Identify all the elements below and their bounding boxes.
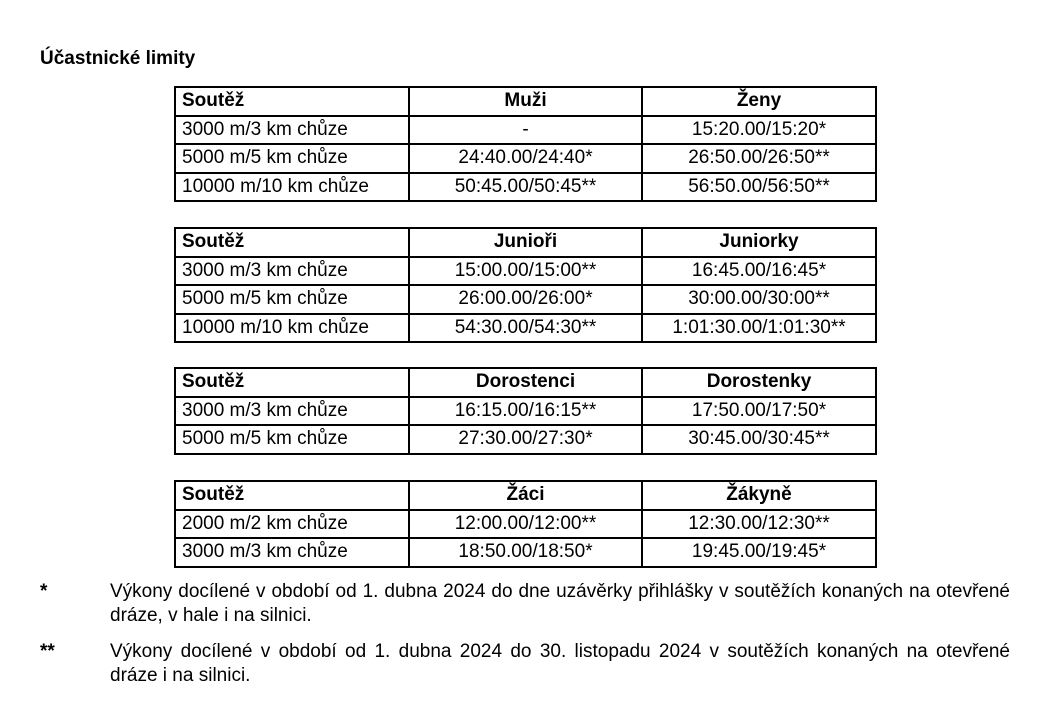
table-row [175,116,876,145]
discipline-cell: 2000 m/2 km chůze [175,510,409,539]
limit-cell: - [409,116,642,145]
limit-cell: 56:50.00/56:50** [642,173,876,202]
table-row [175,285,876,314]
table-header-row [175,368,876,397]
limit-cell: 30:00.00/30:00** [642,285,876,314]
footnote-mark: ** [40,641,55,662]
discipline-cell: 3000 m/3 km chůze [175,397,409,426]
limit-cell: 19:45.00/19:45* [642,538,876,567]
header-cell: Junioři [409,228,642,257]
limit-cell: 26:00.00/26:00* [409,285,642,314]
discipline-cell: 10000 m/10 km chůze [175,314,409,343]
header-cell: Soutěž [175,368,409,397]
header-cell: Muži [409,87,642,116]
limits-table-youth [174,367,877,455]
limit-cell: 50:45.00/50:45** [409,173,642,202]
limit-cell: 24:40.00/24:40* [409,144,642,173]
header-cell: Žákyně [642,481,876,510]
table-row [175,397,876,426]
table-header-row [175,228,876,257]
table-row [175,173,876,202]
discipline-cell: 5000 m/5 km chůze [175,285,409,314]
table-row [175,314,876,343]
limit-cell: 54:30.00/54:30** [409,314,642,343]
footnote-text: Výkony docílené v období od 1. dubna 2024 do dne uzávěrky přihlášky v soutěžích konaných na otevřené dráze, v hale i na silnici. [110,581,1010,626]
limit-cell: 17:50.00/17:50* [642,397,876,426]
footnote-single-star [40,580,1010,628]
limit-cell: 15:20.00/15:20* [642,116,876,145]
header-cell: Dorostenky [642,368,876,397]
table-header-row [175,481,876,510]
table-row [175,425,876,454]
limit-cell: 1:01:30.00/1:01:30** [642,314,876,343]
limits-table-juniors [174,227,877,343]
limit-cell: 30:45.00/30:45** [642,425,876,454]
table-header-row [175,87,876,116]
limit-cell: 12:30.00/12:30** [642,510,876,539]
header-cell: Soutěž [175,228,409,257]
discipline-cell: 3000 m/3 km chůze [175,116,409,145]
limits-table-pupils [174,480,877,568]
discipline-cell: 10000 m/10 km chůze [175,173,409,202]
table-row [175,257,876,286]
discipline-cell: 5000 m/5 km chůze [175,425,409,454]
table-row [175,538,876,567]
footnote-mark: * [40,581,48,602]
header-cell: Dorostenci [409,368,642,397]
limit-cell: 12:00.00/12:00** [409,510,642,539]
table-row [175,510,876,539]
limit-cell: 16:15.00/16:15** [409,397,642,426]
limit-cell: 15:00.00/15:00** [409,257,642,286]
header-cell: Žáci [409,481,642,510]
header-cell: Soutěž [175,87,409,116]
discipline-cell: 5000 m/5 km chůze [175,144,409,173]
header-cell: Juniorky [642,228,876,257]
header-cell: Ženy [642,87,876,116]
discipline-cell: 3000 m/3 km chůze [175,257,409,286]
footnote-text: Výkony docílené v období od 1. dubna 2024 do 30. listopadu 2024 v soutěžích konaných na otevřené dráze i na silnici. [110,641,1010,686]
limit-cell: 26:50.00/26:50** [642,144,876,173]
limits-table-men-women [174,86,877,202]
table-row [175,144,876,173]
limit-cell: 27:30.00/27:30* [409,425,642,454]
page-title: Účastnické limity [40,48,196,69]
header-cell: Soutěž [175,481,409,510]
limit-cell: 16:45.00/16:45* [642,257,876,286]
footnote-double-star [40,640,1010,688]
limit-cell: 18:50.00/18:50* [409,538,642,567]
discipline-cell: 3000 m/3 km chůze [175,538,409,567]
